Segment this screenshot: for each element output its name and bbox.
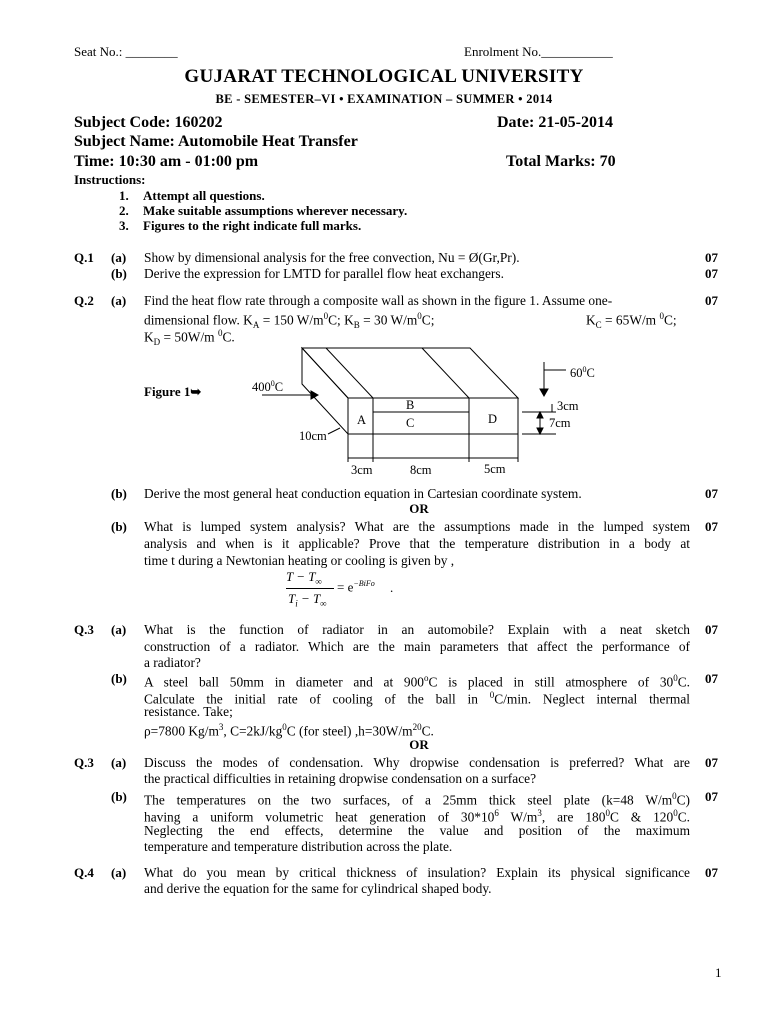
superscript: 0 <box>489 690 495 700</box>
wall-top-face <box>302 348 518 398</box>
text-run: The temperatures on the two surfaces, of a 25mm thick steel plate (k=48 W/m <box>144 792 673 808</box>
part-label: (a) <box>111 250 127 265</box>
superscript: 0 <box>673 673 678 683</box>
text-run: C. <box>677 809 690 825</box>
part-label: (a) <box>111 293 127 308</box>
part-label: (b) <box>111 789 127 804</box>
figure-caption: Figure 1➥ <box>144 384 202 399</box>
text-run: ρ=7800 Kg/m <box>144 723 219 739</box>
marks: 07 <box>705 865 718 880</box>
marks: 07 <box>705 519 718 534</box>
q2b-text: Derive the most general heat conduction equation in Cartesian coordinate system. <box>144 486 582 501</box>
text-run: C; <box>663 312 677 328</box>
layer-boundary <box>422 348 469 398</box>
subject-code: Subject Code: 160202 <box>74 114 223 131</box>
page-number: 1 <box>715 965 722 980</box>
text-run: C) <box>676 792 690 808</box>
q4a-line: and derive the equation for the same for cylindrical shaped body. <box>144 881 492 896</box>
question-number: Q.4 <box>74 865 94 880</box>
text-run: = 65W/m <box>601 312 660 328</box>
seat-no: Seat No.: ________ <box>74 44 178 59</box>
q3alt-a-line: the practical difficulties in retaining dropwise condensation on a surface? <box>144 771 537 786</box>
instruction-item: Attempt all questions. <box>143 188 265 203</box>
superscript: 0 <box>673 808 678 818</box>
superscript: 0 <box>659 311 664 321</box>
dim-5cm: 5cm <box>484 462 506 476</box>
marks: 07 <box>705 622 718 637</box>
instruction-item: Figures to the right indicate full marks. <box>143 218 362 233</box>
part-label: (a) <box>111 865 127 880</box>
instructions-heading: Instructions: <box>74 172 146 187</box>
text-run: = 50W/m <box>160 329 218 345</box>
dim-3cm: 3cm <box>351 463 373 477</box>
exam-time: Time: 10:30 am - 01:00 pm <box>74 153 259 170</box>
text-run: C (for steel) ,h=30W/m <box>286 723 413 739</box>
superscript: 20 <box>412 722 422 732</box>
exam-title: BE - SEMESTER–VI • EXAMINATION – SUMMER • 2014 <box>215 92 553 106</box>
q2a-line: Find the heat flow rate through a composite wall as shown in the figure 1. Assume one- <box>144 293 613 308</box>
superscript: −BiFo <box>353 579 375 588</box>
text-run: − T <box>297 591 321 606</box>
equation-end: . <box>390 580 394 595</box>
text-run: C; <box>421 312 435 328</box>
dim-10cm: 10cm <box>299 429 327 443</box>
equation-numerator <box>286 569 322 587</box>
or-separator: OR <box>409 501 429 516</box>
equation-denominator <box>288 591 327 609</box>
text-run: C. <box>222 329 235 345</box>
question-number: Q.2 <box>74 293 94 308</box>
q3a-line: construction of a radiator. Which are the main parameters that affect the performance of <box>144 639 690 654</box>
superscript: 0 <box>282 722 287 732</box>
leader-line <box>328 428 340 434</box>
subject-name: Subject Name: Automobile Heat Transfer <box>74 133 358 150</box>
dim-7cm: 7cm <box>549 416 571 430</box>
marks: 07 <box>705 789 718 804</box>
q3a-line: What is the function of radiator in an automobile? Explain with a neat sketch <box>144 622 690 637</box>
subscript: B <box>353 320 360 331</box>
enrolment-no: Enrolment No.___________ <box>464 44 613 59</box>
layer-label-b: B <box>406 398 415 412</box>
instruction-item: Make suitable assumptions wherever necessary. <box>143 203 408 218</box>
arrow-head <box>537 412 543 418</box>
text-run: , C=2kJ/kg <box>223 723 283 739</box>
text-run: = e <box>337 579 354 595</box>
q3alt-b-line: temperature and temperature distribution across the plate. <box>144 839 453 854</box>
subscript: ∞ <box>320 598 327 609</box>
marks: 07 <box>705 266 718 281</box>
instruction-num: 2. <box>119 203 129 218</box>
superscript: 3 <box>218 722 224 732</box>
text-run: C & 120 <box>609 809 674 825</box>
dim-8cm: 8cm <box>410 463 432 477</box>
q2b-alt-line: time t during a Newtonian heating or cooling is given by , <box>144 553 455 568</box>
text-run: C. <box>677 674 690 690</box>
part-label: (a) <box>111 755 127 770</box>
layer-boundary <box>326 348 373 398</box>
part-label: (a) <box>111 622 127 637</box>
subscript: C <box>595 320 602 331</box>
superscript: 0 <box>323 311 329 321</box>
superscript: 3 <box>537 808 542 818</box>
total-marks: Total Marks: 70 <box>506 153 616 170</box>
q1a-text: Show by dimensional analysis for the free convection, Nu = Ø(Gr,Pr). <box>144 250 520 265</box>
q2b-alt-line: analysis and when is it applicable? Prove that the temperature distribution in a body at <box>144 536 690 551</box>
part-label: (b) <box>111 486 127 501</box>
q4a-line: What do you mean by critical thickness of insulation? Explain its physical significance <box>144 865 690 880</box>
text-run: T <box>288 591 296 606</box>
text-run: = 30 W/m <box>359 312 418 328</box>
text-run: C/min. Neglect internal thermal <box>494 691 690 707</box>
marks: 07 <box>705 250 718 265</box>
wall-side-face <box>302 348 348 434</box>
marks: 07 <box>705 293 718 308</box>
arrow-head <box>537 428 543 434</box>
text-run: C. <box>421 723 434 739</box>
instruction-num: 1. <box>119 188 129 203</box>
fraction-bar <box>286 588 334 589</box>
exam-date: Date: 21-05-2014 <box>497 114 613 131</box>
subscript: i <box>295 598 298 609</box>
text-run: = 150 W/m <box>259 312 324 328</box>
arrow-head <box>540 389 548 396</box>
text-run: K <box>586 312 596 328</box>
text-run: W/m <box>498 809 538 825</box>
part-label: (b) <box>111 266 127 281</box>
text-run: T − T <box>286 569 316 584</box>
superscript: 0 <box>417 311 422 321</box>
layer-label-d: D <box>488 412 498 426</box>
question-number: Q.3 <box>74 755 94 770</box>
temp-left: $400^0C$ <box>252 379 284 394</box>
superscript: 0 <box>672 791 677 801</box>
superscript: o <box>423 673 429 683</box>
or-separator: OR <box>409 737 429 752</box>
text-run: C; K <box>328 312 354 328</box>
subscript: A <box>252 320 260 331</box>
q3alt-b-line: Neglecting the end effects, determine the value and position of the maximum <box>144 823 690 838</box>
q1b-text: Derive the expression for LMTD for parallel flow heat exchangers. <box>144 266 504 281</box>
text-run: Calculate the initial rate of cooling of the ball in <box>144 691 490 707</box>
q3b-line: resistance. Take; <box>144 704 233 719</box>
dim-3cm-right: 3cm <box>557 399 579 413</box>
superscript: 6 <box>494 808 499 818</box>
part-label: (b) <box>111 519 127 534</box>
text-run: A steel ball 50mm in diameter and at 900 <box>144 674 424 690</box>
text-run: K <box>144 329 154 345</box>
text-run: dimensional flow. K <box>144 312 253 328</box>
marks: 07 <box>705 755 718 770</box>
equation-rhs <box>337 579 375 595</box>
subscript: ∞ <box>315 576 322 587</box>
superscript: 0 <box>605 808 610 818</box>
layer-label-c: C <box>406 416 415 430</box>
text-run: having a uniform volumetric heat generation of 30*10 <box>144 809 495 825</box>
question-number: Q.3 <box>74 622 94 637</box>
text-run: C is placed in still atmosphere of 30 <box>428 674 674 690</box>
q2b-alt-line: What is lumped system analysis? What are the assumptions made in the lumped system <box>144 519 690 534</box>
text-run: , are 180 <box>541 809 606 825</box>
university-title: GUJARAT TECHNOLOGICAL UNIVERSITY <box>184 66 584 87</box>
question-number: Q.1 <box>74 250 94 265</box>
marks: 07 <box>705 671 718 686</box>
instruction-num: 3. <box>119 218 129 233</box>
superscript: 0 <box>217 328 223 338</box>
marks: 07 <box>705 486 718 501</box>
layer-label-a: A <box>357 413 367 427</box>
temp-right: $60^0C$ <box>570 365 595 380</box>
q3a-line: a radiator? <box>144 655 201 670</box>
q3alt-a-line: Discuss the modes of condensation. Why dropwise condensation is preferred? What are <box>144 755 690 770</box>
subscript: D <box>153 337 161 348</box>
part-label: (b) <box>111 671 127 686</box>
